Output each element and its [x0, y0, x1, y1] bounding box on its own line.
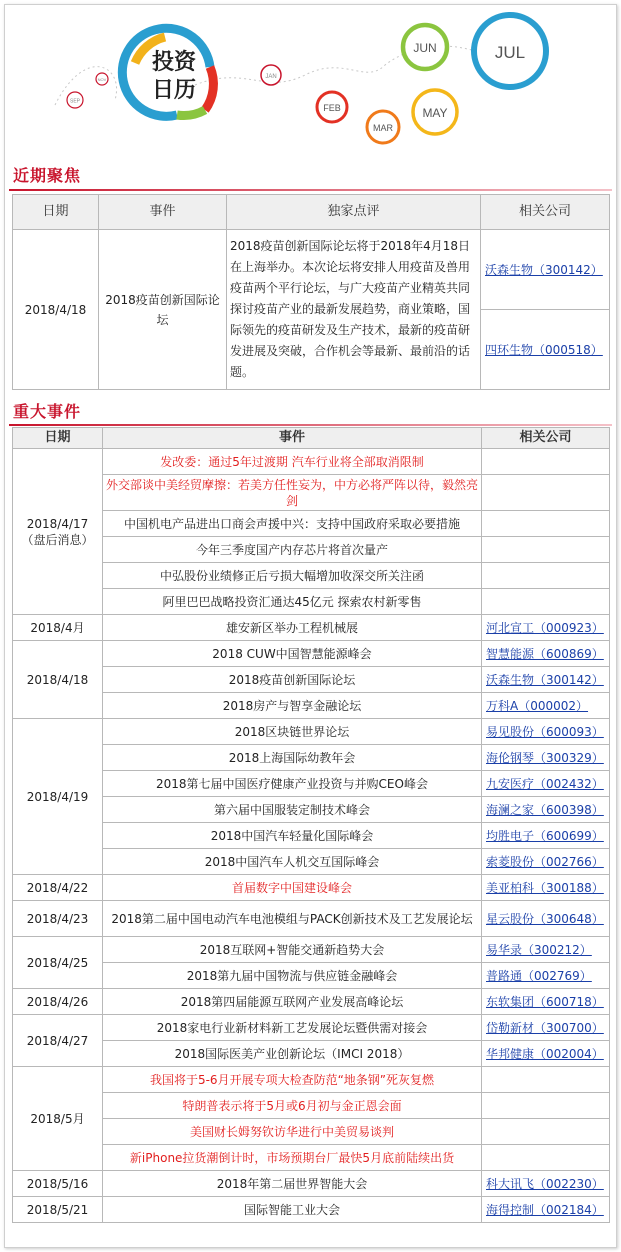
month-jun-icon — [403, 25, 447, 69]
event-date — [13, 1015, 103, 1067]
event-row — [13, 615, 610, 641]
event-date — [13, 615, 103, 641]
month-label: NOV — [97, 77, 107, 82]
event-date — [13, 719, 103, 875]
event-text: 国际智能工业大会 — [103, 1197, 482, 1223]
event-company-cell — [482, 1093, 610, 1119]
company-link[interactable]: 海伦钢琴（300329） — [486, 750, 604, 765]
month-label: FEB — [323, 103, 341, 113]
event-text: 2018年第二届世界智能大会 — [103, 1171, 482, 1197]
event-company-cell — [482, 963, 610, 989]
event-company-cell — [482, 667, 610, 693]
event-company-cell — [482, 449, 610, 475]
event-company-cell — [482, 1145, 610, 1171]
event-text: 2018国际医美产业创新论坛（IMCI 2018） — [103, 1041, 482, 1067]
event-company-cell — [482, 1197, 610, 1223]
company-link[interactable]: 华邦健康（002004） — [486, 1046, 604, 1061]
company-link[interactable]: 星云股份（300648） — [486, 911, 604, 926]
event-company-cell — [482, 1119, 610, 1145]
event-row — [13, 475, 610, 511]
event-text: 特朗普表示将于5月或6月初与金正恩会面 — [103, 1093, 482, 1119]
event-company-cell — [482, 1171, 610, 1197]
event-date — [13, 641, 103, 719]
event-company-cell — [482, 989, 610, 1015]
event-date-text: 2018/4/27 — [26, 1033, 89, 1048]
event-date — [13, 1197, 103, 1223]
event-row — [13, 1093, 610, 1119]
event-row — [13, 797, 610, 823]
company-link[interactable]: 河北宣工（000923） — [486, 620, 604, 635]
event-row — [13, 641, 610, 667]
event-date-text: 2018/5月 — [30, 1111, 85, 1126]
event-row — [13, 1067, 610, 1093]
month-feb-icon — [317, 92, 347, 122]
event-date — [13, 1171, 103, 1197]
company-link[interactable]: 万科A（000002） — [486, 698, 589, 713]
event-row — [13, 719, 610, 745]
focus-header-event: 事件 — [99, 195, 227, 230]
focus-date: 2018/4/18 — [13, 230, 99, 390]
event-date-text: 2018/5/21 — [26, 1202, 89, 1217]
event-text: 今年三季度国产内存芯片将首次量产 — [103, 537, 482, 563]
company-link[interactable]: 美亚柏科（300188） — [486, 880, 604, 895]
focus-row — [13, 230, 610, 310]
event-company-cell — [482, 937, 610, 963]
events-header-event: 事件 — [103, 428, 482, 449]
event-text: 新iPhone拉货潮倒计时，市场预期台厂最快5月底前陆续出货 — [103, 1145, 482, 1171]
focus-section-divider — [9, 189, 612, 191]
event-row — [13, 537, 610, 563]
focus-header-row — [13, 195, 610, 230]
event-date-text: 2018/5/16 — [26, 1176, 89, 1191]
event-text: 2018中国汽车人机交互国际峰会 — [103, 849, 482, 875]
event-text: 我国将于5-6月开展专项大检查防范“地条钢”死灰复燃 — [103, 1067, 482, 1093]
focus-header-comment: 独家点评 — [227, 195, 481, 230]
event-company-cell — [482, 537, 610, 563]
event-company-cell — [482, 589, 610, 615]
focus-company-cell — [481, 310, 610, 390]
events-header-row — [13, 428, 610, 449]
event-row — [13, 745, 610, 771]
event-text: 2018第九届中国物流与供应链金融峰会 — [103, 963, 482, 989]
company-link[interactable]: 易见股份（600093） — [486, 724, 604, 739]
month-nov-icon — [96, 73, 108, 85]
month-jan-icon — [261, 65, 281, 85]
events-section-title: 重大事件 — [13, 402, 82, 421]
event-date-text: 2018/4/25 — [26, 955, 89, 970]
event-text: 2018互联网+智能交通新趋势大会 — [103, 937, 482, 963]
event-text: 首届数字中国建设峰会 — [103, 875, 482, 901]
month-mar-icon — [367, 111, 399, 143]
month-jul-icon — [474, 15, 546, 87]
month-label: MAR — [373, 123, 393, 133]
event-text: 2018疫苗创新国际论坛 — [103, 667, 482, 693]
event-text: 美国财长姆努钦访华进行中美贸易谈判 — [103, 1119, 482, 1145]
company-link[interactable]: 海澜之家（600398） — [486, 802, 604, 817]
event-row — [13, 963, 610, 989]
focus-event: 2018疫苗创新国际论坛 — [99, 230, 227, 390]
event-row — [13, 937, 610, 963]
event-row — [13, 875, 610, 901]
event-date-note: （盘后消息） — [21, 532, 94, 547]
events-section-divider — [9, 424, 612, 426]
event-row — [13, 901, 610, 937]
investment-calendar-banner — [5, 5, 616, 155]
focus-header-company: 相关公司 — [481, 195, 610, 230]
event-text: 2018房产与智享金融论坛 — [103, 693, 482, 719]
event-date — [13, 989, 103, 1015]
event-text: 中国机电产品进出口商会声援中兴：支持中国政府采取必要措施 — [103, 511, 482, 537]
event-text: 阿里巴巴战略投资汇通达45亿元 探索农村新零售 — [103, 589, 482, 615]
month-label: MAY — [422, 106, 448, 120]
event-company-cell — [482, 719, 610, 745]
event-date — [13, 1067, 103, 1171]
month-label: JUL — [494, 43, 526, 62]
event-text: 2018上海国际幼教年会 — [103, 745, 482, 771]
event-date-text: 2018/4月 — [30, 620, 85, 635]
logo-text-line1: 投资 — [151, 50, 197, 75]
event-company-cell — [482, 693, 610, 719]
event-date-text: 2018/4/18 — [26, 672, 89, 687]
event-date — [13, 449, 103, 615]
company-link[interactable]: 沃森生物（300142） — [486, 672, 604, 687]
event-text: 第六届中国服装定制技术峰会 — [103, 797, 482, 823]
event-text: 2018区块链世界论坛 — [103, 719, 482, 745]
event-company-cell — [482, 797, 610, 823]
company-link[interactable]: 均胜电子（600699） — [486, 828, 604, 843]
company-link[interactable]: 沃森生物（300142） — [485, 262, 603, 277]
company-link[interactable]: 易华录（300212） — [486, 942, 592, 957]
calendar-logo — [5, 5, 616, 155]
focus-comment: 2018疫苗创新国际论坛将于2018年4月18日在上海举办。本次论坛将安排人用疫苗及兽用疫苗两个平行论坛，与广大疫苗产业精英共同探讨疫苗产业的最新发展趋势，商业策略，国际领先的疫苗研发及生产技术，最新的疫苗研发进展及突破，合作机会等最新、最前沿的话题。 — [227, 230, 481, 390]
event-text: 2018第七届中国医疗健康产业投资与并购CEO峰会 — [103, 771, 482, 797]
event-row — [13, 1171, 610, 1197]
company-link[interactable]: 东软集团（600718） — [486, 994, 604, 1009]
event-text: 2018第四届能源互联网产业发展高峰论坛 — [103, 989, 482, 1015]
events-header-company: 相关公司 — [482, 428, 610, 449]
event-row — [13, 771, 610, 797]
event-text: 雄安新区举办工程机械展 — [103, 615, 482, 641]
events-table — [12, 427, 610, 1223]
company-link[interactable]: 四环生物（000518） — [485, 342, 603, 357]
event-company-cell — [482, 1015, 610, 1041]
company-link[interactable]: 九安医疗（002432） — [486, 776, 604, 791]
events-header-date: 日期 — [13, 428, 103, 449]
event-row — [13, 1015, 610, 1041]
event-text: 外交部谈中美经贸摩擦：若美方任性妄为，中方必将严阵以待，毅然亮剑 — [103, 475, 482, 511]
event-row — [13, 693, 610, 719]
month-label: JUN — [413, 41, 437, 55]
month-may-icon — [413, 90, 457, 134]
event-row — [13, 511, 610, 537]
month-label: JAN — [265, 74, 277, 80]
event-text: 2018 CUW中国智慧能源峰会 — [103, 641, 482, 667]
focus-header-date: 日期 — [13, 195, 99, 230]
event-row — [13, 667, 610, 693]
event-company-cell — [482, 771, 610, 797]
company-link[interactable]: 岱勒新材（300700） — [486, 1020, 604, 1035]
event-text: 2018第二届中国电动汽车电池模组与PACK创新技术及工艺发展论坛 — [103, 901, 482, 937]
event-row — [13, 589, 610, 615]
event-company-cell — [482, 511, 610, 537]
event-date-text: 2018/4/17 — [26, 516, 89, 531]
event-row — [13, 1145, 610, 1171]
month-sep-icon — [67, 92, 83, 108]
event-date-text: 2018/4/23 — [26, 911, 89, 926]
event-date-text: 2018/4/22 — [26, 880, 89, 895]
event-row — [13, 1041, 610, 1067]
company-link[interactable]: 普路通（002769） — [486, 968, 592, 983]
event-row — [13, 449, 610, 475]
event-company-cell — [482, 615, 610, 641]
event-company-cell — [482, 875, 610, 901]
company-link[interactable]: 海得控制（002184） — [486, 1202, 604, 1217]
company-link[interactable]: 科大讯飞（002230） — [486, 1176, 604, 1191]
event-date — [13, 937, 103, 989]
event-company-cell — [482, 823, 610, 849]
focus-section-title: 近期聚焦 — [13, 166, 82, 185]
focus-table — [12, 194, 610, 390]
event-company-cell — [482, 475, 610, 511]
page-frame — [4, 4, 617, 1248]
event-company-cell — [482, 745, 610, 771]
event-date — [13, 901, 103, 937]
event-date-text: 2018/4/26 — [26, 994, 89, 1009]
event-row — [13, 849, 610, 875]
event-company-cell — [482, 849, 610, 875]
event-company-cell — [482, 901, 610, 937]
event-company-cell — [482, 1067, 610, 1093]
event-text: 2018中国汽车轻量化国际峰会 — [103, 823, 482, 849]
event-row — [13, 989, 610, 1015]
event-company-cell — [482, 1041, 610, 1067]
focus-company-cell — [481, 230, 610, 310]
event-row — [13, 823, 610, 849]
event-text: 中弘股份业绩修正后亏损大幅增加收深交所关注函 — [103, 563, 482, 589]
event-row — [13, 1197, 610, 1223]
event-date-text: 2018/4/19 — [26, 789, 89, 804]
event-text: 发改委：通过5年过渡期 汽车行业将全部取消限制 — [103, 449, 482, 475]
event-row — [13, 1119, 610, 1145]
event-company-cell — [482, 563, 610, 589]
company-link[interactable]: 智慧能源（600869） — [486, 646, 604, 661]
event-text: 2018家电行业新材料新工艺发展论坛暨供需对接会 — [103, 1015, 482, 1041]
logo-text-line2: 日历 — [151, 78, 197, 103]
month-label: SEP — [69, 98, 81, 105]
company-link[interactable]: 索菱股份（002766） — [486, 854, 604, 869]
event-date — [13, 875, 103, 901]
event-row — [13, 563, 610, 589]
events-body — [13, 449, 610, 1223]
event-company-cell — [482, 641, 610, 667]
